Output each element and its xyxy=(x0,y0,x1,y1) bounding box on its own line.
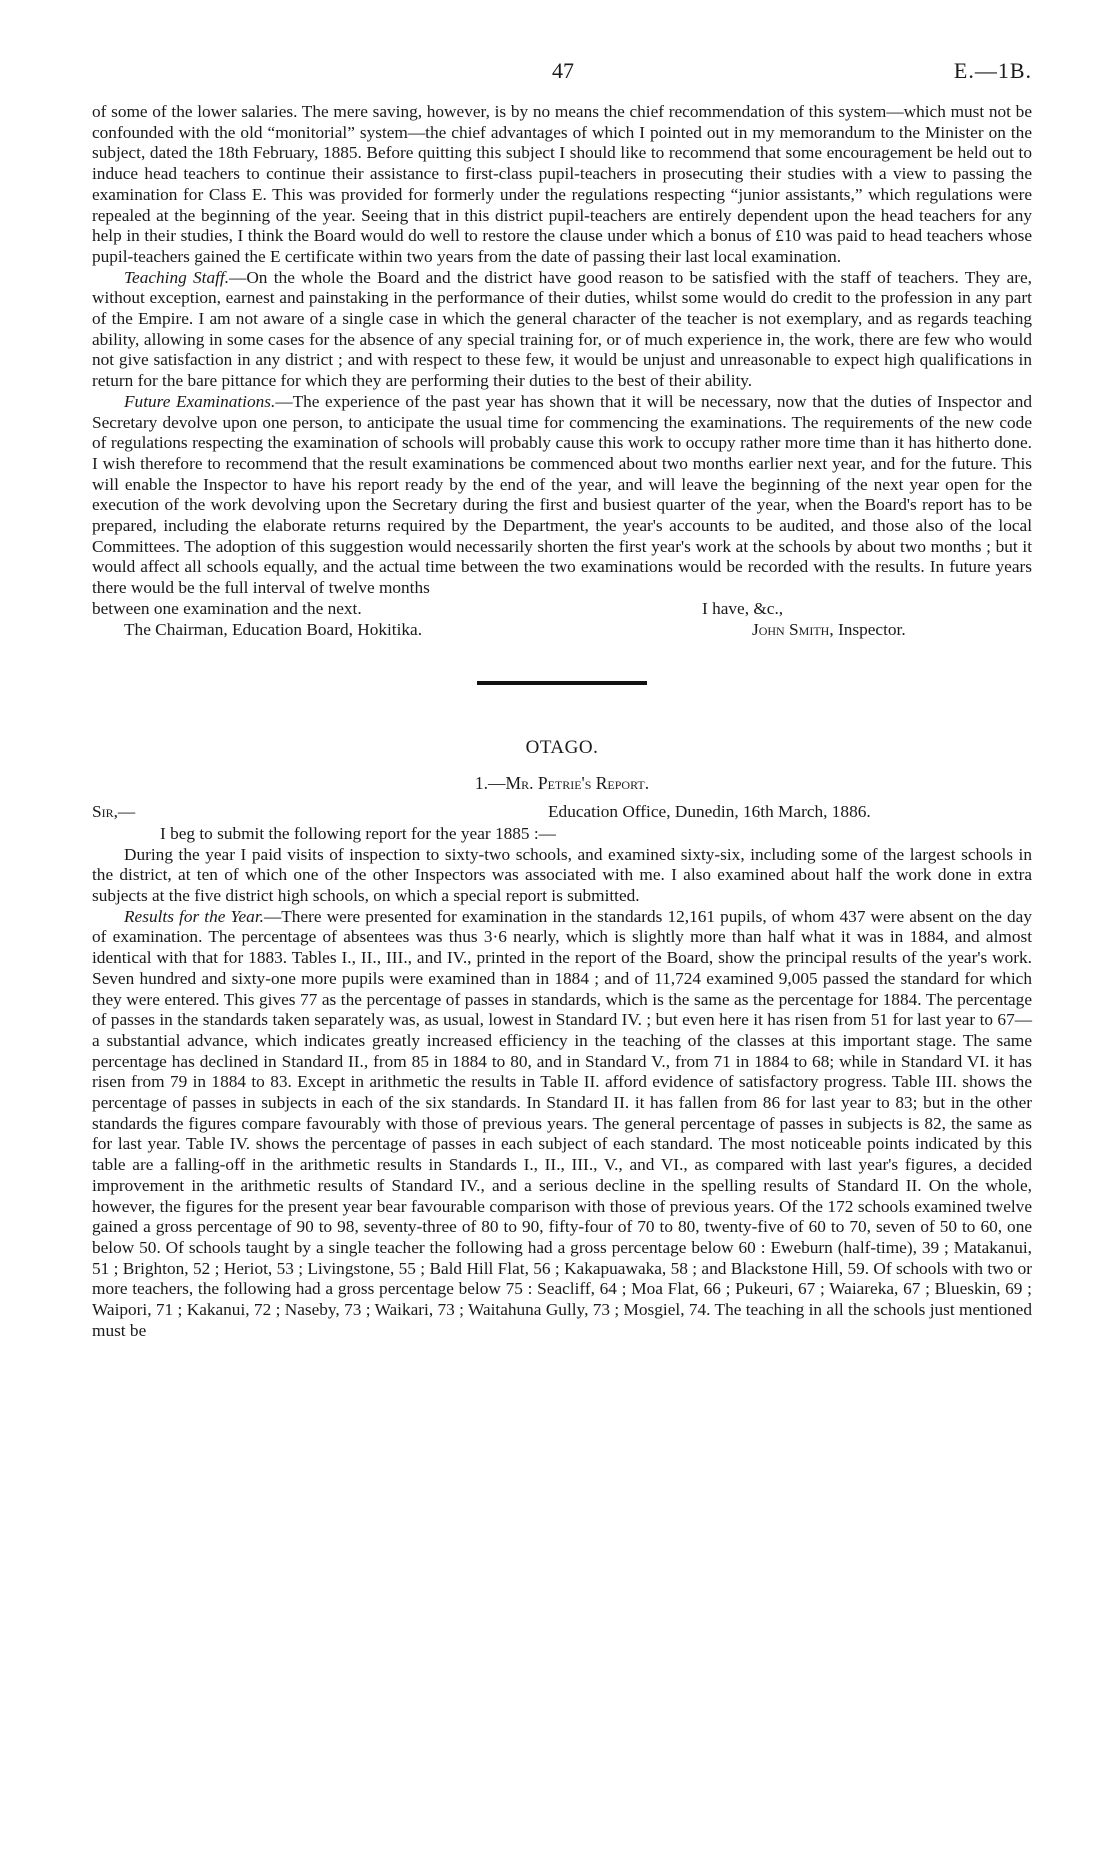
westland-paragraph-future-examinations xyxy=(92,392,1032,599)
closing-line: between one examination and the next. xyxy=(92,598,362,618)
results-body: —There were presented for examination in the standards 12,161 pupils, of whom 437 were absent on the day of examination. The percentage of absentees was thus 3·6 nearly, which is slightly more than half what it was in 1884, and almost identical with that for 1883. Tables I., II., III., and IV., printed in the report of the Board, show the principal results of the year's work. Seven hundred and sixty-one more pupils were examined than in 1884 ; and of 11,724 examined 9,005 passed the standard for which they were entered. This gives 77 as the percentage of passes in standards, which is the same as the percentage for 1884. The percentage of passes in the standards taken separately was, as usual, lowest in Standard IV. ; but even here it has risen from 51 for last year to 67—a substantial advance, which indicates greatly increased efficiency in the teaching of the classes at this important stage. The same percentage has declined in Standard II., from 85 in 1884 to 80, and in Standard V., from 71 in 1884 to 68; while in Standard VI. it has risen from 79 in 1884 to 83. Except in arithmetic the results in Table II. afford evidence of satisfactory progress. Table III. shows the percentage of passes in subjects in each of the six standards. In Standard II. it has fallen from 86 for last year to 83; but in the other standards the figures compare favourably with those of previous years. The general percentage of passes in subjects is 82, the same as for last year. Table IV. shows the percentage of passes in each subject of each standard. The most noticeable points indicated by this table are a falling-off in the arithmetic results in Standards I., II., III., V., and VI., as compared with last year's figures, a decided improvement in the arithmetic results of Standard IV., and a serious decline in the spelling results of Standard II. On the whole, however, the figures for the present year bear favourable comparison with those of previous years. Of the 172 schools examined twelve gained a gross percentage of 90 to 98, seventy-three of 80 to 90, fifty-four of 70 to 80, twenty-five of 60 to 70, seven of 50 to 60, one below 50. Of schools taught by a single teacher the following had a gross percentage below 60 : Eweburn (half-time), 39 ; Matakanui, 51 ; Brighton, 52 ; Heriot, 53 ; Livingstone, 55 ; Bald Hill Flat, 56 ; Kakapuawaka, 58 ; and Blackstone Hill, 59. Of schools with two or more teachers, the following had a gross percentage below 75 : Seacliff, 64 ; Moa Flat, 66 ; Pukeuri, 67 ; Waiareka, 67 ; Blueskin, 69 ; Waipori, 71 ; Kakanui, 72 ; Naseby, 73 ; Waikari, 73 ; Waitahuna Gully, 73 ; Mosgiel, 74. The teaching in all the schools just mentioned must be xyxy=(92,906,1032,1340)
otago-paragraph-1: During the year I paid visits of inspection to sixty-two schools, and examined sixty-six, including some of the largest schools in the district, at ten of which one of the other Inspectors was associated with me. I also examined about half the work done in extra subjects at the five district high schools, on which a special report is submitted. xyxy=(92,844,1032,905)
future-examinations-body: —The experience of the past year has shown that it will be necessary, now that the duties of Inspector and Secretary devolve upon one person, to anticipate the usual time for commencing the examinations. The requirements of the new code of regulations respecting the examination of schools will probably cause this work to occupy rather more time than it has hitherto done. I wish therefore to recommend that the result examinations be commenced about two months earlier next year, and for the future. This will enable the Inspector to have his report ready by the end of the year, and will leave the beginning of the next year open for the execution of the work devolving upon the Secretary during the first and busiest quarter of the year, when the Board's report has to be prepared, including the elaborate returns required by the Department, the year's accounts to be audited, and those also of the local Committees. The adoption of this suggestion would necessarily shorten the first year's work at the schools by about two months ; but it would affect all schools equally, and the actual time between the two examinations would be recorded with the results. In future years there would be the full interval of twelve months xyxy=(92,391,1032,598)
section-title: OTAGO. xyxy=(525,736,599,758)
section-divider xyxy=(477,681,647,685)
westland-paragraph-teaching-staff xyxy=(92,268,1032,392)
addressee: The Chairman, Education Board, Hokitika. xyxy=(124,619,423,639)
letter-closing xyxy=(92,599,1032,641)
future-examinations-heading: Future Examinations. xyxy=(124,391,276,411)
salutation: Sir,— xyxy=(92,801,136,821)
page-header xyxy=(92,50,1032,90)
salutation-row xyxy=(92,800,1032,824)
valediction: I have, &c., xyxy=(702,598,784,618)
signature xyxy=(752,620,906,641)
results-heading: Results for the Year. xyxy=(124,906,264,926)
page-number: 47 xyxy=(552,58,574,83)
signature-name: John Smith xyxy=(752,619,830,639)
document-reference: E.—1B. xyxy=(953,58,1032,83)
document-page xyxy=(92,50,1032,1341)
sender-address: Education Office, Dunedin, 16th March, 1886. xyxy=(548,801,871,821)
teaching-staff-heading: Teaching Staff. xyxy=(124,267,230,287)
otago-paragraph-results xyxy=(92,907,1032,1342)
report-intro: I beg to submit the following report for the year 1885 :— xyxy=(160,823,556,843)
westland-paragraph-1: of some of the lower salaries. The mere saving, however, is by no means the chief recommendation of this system—which must not be confounded with the old “monitorial” system—the chief advantages of which I pointed out in my memorandum to the Minister on the subject, dated the 18th February, 1885. Before quitting this subject I should like to recommend that some encouragement be held out to induce head teachers to continue their assistance to first-class pupil-teachers in prosecuting their studies with a view to passing the examination for Class E. This was provided for formerly under the regulations respecting “junior assistants,” which regulations were repealed at the beginning of the year. Seeing that in this district pupil-teachers are entirely dependent upon the head teachers for any help in their studies, I think the Board would do well to restore the clause under which a bonus of £10 was paid to head teachers whose pupil-teachers gained the E certificate within two years from the date of passing their last local examination. xyxy=(92,102,1032,266)
report-title: 1.—Mr. Petrie's Report. xyxy=(474,772,650,793)
teaching-staff-body: —On the whole the Board and the district have good reason to be satisfied with the staff of teachers. They are, without exception, earnest and painstaking in the performance of their duties, whilst some would do credit to the profession in any part of the Empire. I am not aware of a single case in which the general character of the teacher is not exemplary, and as regards teaching ability, allowing in some cases for the absence of any special training for, or of much experience in, the work, there are few who would not give satisfaction in any district ; and with respect to these few, it would be unjust and unreasonable to expect high qualifications in return for the bare pittance for which they are performing their duties to the best of their ability. xyxy=(92,267,1032,391)
signature-title: , Inspector. xyxy=(829,619,906,639)
